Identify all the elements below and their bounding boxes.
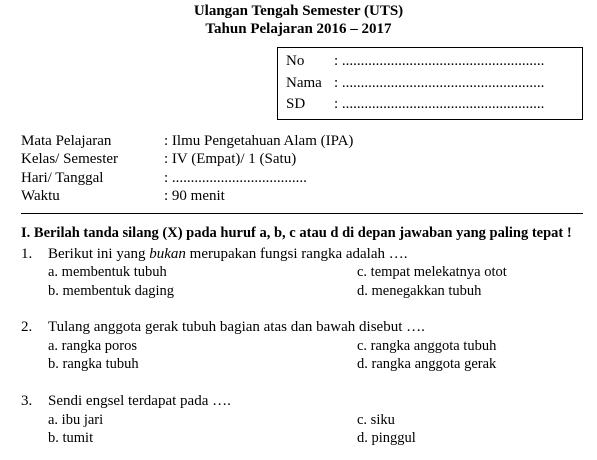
exam-title: Ulangan Tengah Semester (UTS) xyxy=(193,3,404,19)
info-value: : IV (Empat)/ 1 (Satu) xyxy=(164,151,297,167)
identity-label: Nama xyxy=(286,75,322,91)
option-1d[interactable]: d. menegakkan tubuh xyxy=(357,283,482,299)
identity-row-no xyxy=(286,53,544,70)
student-identity-box xyxy=(277,47,583,120)
info-value[interactable]: : .................................... xyxy=(164,170,307,186)
question-number: 2. xyxy=(21,319,33,335)
info-row-date xyxy=(21,170,307,187)
identity-field[interactable]: : ...................................................... xyxy=(334,75,545,91)
divider-line xyxy=(21,213,583,214)
identity-field[interactable]: : ...................................................... xyxy=(334,53,545,69)
question-text: Sendi engsel terdapat pada …. xyxy=(48,393,231,409)
question-number: 1. xyxy=(21,246,33,262)
section-instruction: I. Berilah tanda silang (X) pada huruf a, b, c atau d di depan jawaban yang paling tepat ! xyxy=(21,225,572,241)
info-label: Waktu xyxy=(21,188,60,204)
option-2c[interactable]: c. rangka anggota tubuh xyxy=(357,338,497,354)
option-3d[interactable]: d. pinggul xyxy=(357,430,416,446)
option-1c[interactable]: c. tempat melekatnya otot xyxy=(357,264,507,280)
option-2b[interactable]: b. rangka tubuh xyxy=(48,356,139,372)
info-value: : Ilmu Pengetahuan Alam (IPA) xyxy=(164,133,354,149)
option-1b[interactable]: b. membentuk daging xyxy=(48,283,175,299)
info-label: Hari/ Tanggal xyxy=(21,170,104,186)
question-3 xyxy=(21,393,231,410)
option-1a[interactable]: a. membentuk tubuh xyxy=(48,264,167,280)
option-3a[interactable]: a. ibu jari xyxy=(48,412,104,428)
info-value: : 90 menit xyxy=(164,188,225,204)
question-text: merupakan fungsi rangka adalah …. xyxy=(185,246,408,262)
identity-row-sd xyxy=(286,96,544,113)
question-1 xyxy=(21,246,408,263)
question-text: Berikut ini yang xyxy=(48,246,150,262)
identity-row-nama xyxy=(286,75,544,92)
info-row-subject xyxy=(21,133,353,150)
info-label: Mata Pelajaran xyxy=(21,133,112,149)
option-3c[interactable]: c. siku xyxy=(357,412,395,428)
option-3b[interactable]: b. tumit xyxy=(48,430,94,446)
info-row-class xyxy=(21,151,296,168)
option-2a[interactable]: a. rangka poros xyxy=(48,338,137,354)
identity-label: SD xyxy=(286,96,306,112)
question-text-italic: bukan xyxy=(149,246,186,262)
option-2d[interactable]: d. rangka anggota gerak xyxy=(357,356,497,372)
question-number: 3. xyxy=(21,393,33,409)
identity-label: No xyxy=(286,53,305,69)
question-2 xyxy=(21,319,425,336)
question-text: Tulang anggota gerak tubuh bagian atas dan bawah disebut …. xyxy=(48,319,425,335)
info-row-time xyxy=(21,188,225,205)
info-label: Kelas/ Semester xyxy=(21,151,119,167)
identity-field[interactable]: : ...................................................... xyxy=(334,96,545,112)
school-year: Tahun Pelajaran 2016 – 2017 xyxy=(205,21,392,37)
